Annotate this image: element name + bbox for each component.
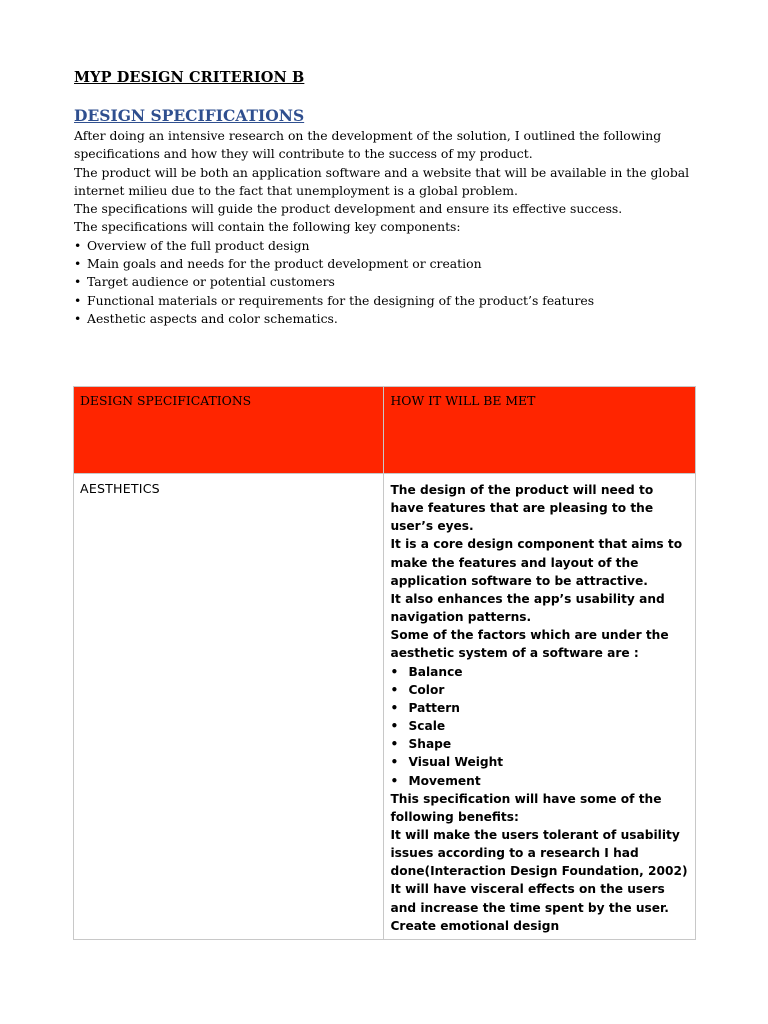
body-paragraph: Create emotional design xyxy=(390,918,560,933)
list-item: • Aesthetic aspects and color schematics. xyxy=(74,310,714,328)
list-item: • Movement xyxy=(390,772,689,790)
row-label: AESTHETICS xyxy=(80,481,160,496)
section-heading: DESIGN SPECIFICATIONS xyxy=(74,106,305,125)
bullet-icon: • xyxy=(390,700,399,715)
body-paragraph: It will have visceral effects on the users and increase the time spent by the user. xyxy=(390,882,669,915)
list-item: • Visual Weight xyxy=(390,753,689,771)
list-item: • Shape xyxy=(390,735,689,753)
table-header-row xyxy=(74,387,696,474)
list-item: • Main goals and needs for the product development or creation xyxy=(74,255,714,273)
bullet-icon: • xyxy=(390,719,399,734)
body-paragraph: Some of the factors which are under the aesthetic system of a software are : xyxy=(390,628,669,661)
table-row xyxy=(74,474,696,940)
bullet-icon: • xyxy=(390,773,399,788)
intro-line: internet milieu due to the fact that unemployment is a global problem. xyxy=(74,182,518,198)
header-label: DESIGN SPECIFICATIONS xyxy=(80,393,252,408)
body-paragraph: The design of the product will need to have features that are pleasing to the user’s eyes. xyxy=(390,483,654,534)
bullet-icon: • xyxy=(390,682,399,697)
intro-line: The specifications will contain the following key components: xyxy=(74,219,461,235)
intro-line: The specifications will guide the product development and ensure its effective success. xyxy=(74,201,623,217)
intro-line: specifications and how they will contribute to the success of my product. xyxy=(74,146,533,162)
intro-line: After doing an intensive research on the development of the solution, I outlined the following xyxy=(74,128,662,143)
body-paragraph: It is a core design component that aims to make the features and layout of the application software to be attractive. xyxy=(390,537,683,588)
row-body-cell xyxy=(384,474,696,940)
row-label-cell xyxy=(74,474,384,940)
list-item: • Functional materials or requirements for the designing of the product’s features xyxy=(74,292,714,310)
document-title: MYP DESIGN CRITERION B xyxy=(74,69,305,86)
header-cell-specifications xyxy=(74,387,384,474)
body-paragraph: It also enhances the app’s usability and navigation patterns. xyxy=(390,591,665,625)
components-list xyxy=(74,237,714,328)
header-label: HOW IT WILL BE MET xyxy=(390,393,536,408)
body-paragraph: It will make the users tolerant of usability issues according to a research I had done(Interaction Design Foundation, 2002) xyxy=(390,827,688,879)
list-item: • Balance xyxy=(390,663,689,681)
body-paragraph: This specification will have some of the following benefits: xyxy=(390,791,662,824)
bullet-icon: • xyxy=(74,310,82,326)
specifications-table xyxy=(73,386,696,940)
list-item: • Pattern xyxy=(390,699,689,717)
intro-text xyxy=(74,127,714,328)
bullet-icon: • xyxy=(74,256,82,272)
list-item: • Target audience or potential customers xyxy=(74,273,714,291)
bullet-icon: • xyxy=(390,755,399,770)
bullet-icon: • xyxy=(74,274,82,290)
bullet-icon: • xyxy=(390,737,399,752)
list-item: • Scale xyxy=(390,717,689,735)
list-item: • Overview of the full product design xyxy=(74,237,714,255)
bullet-icon: • xyxy=(74,292,82,308)
row-body xyxy=(384,474,695,939)
factors-list xyxy=(390,663,689,790)
list-item: • Color xyxy=(390,681,689,699)
bullet-icon: • xyxy=(390,664,399,679)
header-cell-how-met xyxy=(384,387,696,474)
intro-line: The product will be both an application software and a website that will be available in the global xyxy=(74,164,690,180)
bullet-icon: • xyxy=(74,237,82,253)
